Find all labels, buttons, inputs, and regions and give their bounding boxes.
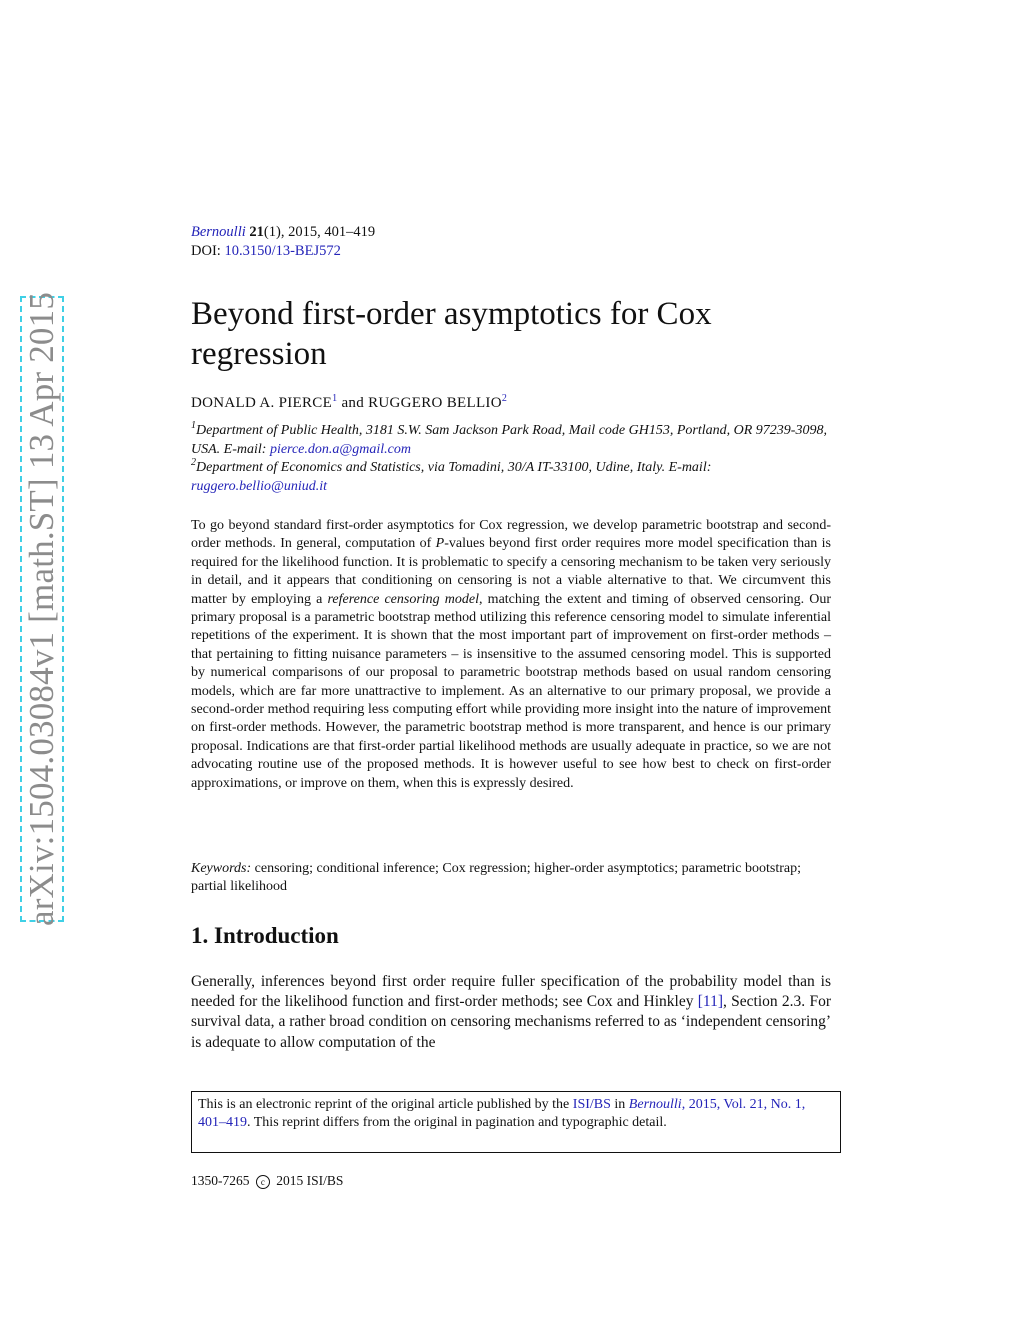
copyright-icon: c — [256, 1175, 270, 1189]
paper-title: Beyond first-order asymptotics for Cox regression — [191, 296, 712, 372]
author-connector: and — [341, 395, 364, 411]
copyright-text: 2015 ISI/BS — [276, 1173, 344, 1188]
citation-link[interactable]: [11] — [697, 993, 723, 1011]
journal-link[interactable]: Bernoulli — [628, 1097, 682, 1112]
authors — [191, 393, 507, 413]
author-affiliation-ref[interactable]: 2 — [501, 393, 508, 404]
arxiv-stamp[interactable] — [20, 291, 64, 927]
body-text: , Section 2.3. For survival data, a rather broad condition on censoring mechanisms referred to as ‘independent censoring’ is adequate to allow computation of the — [191, 993, 831, 1051]
email-link[interactable]: ruggero.bellio@uniud.it — [191, 478, 328, 494]
issn: 1350-7265 — [191, 1173, 250, 1188]
affiliation-text: Department of Public Health, 3181 S.W. Sam Jackson Park Road, Mail code GH153, Portland, OR 97239-3098, USA. E-mail: — [191, 423, 827, 457]
affiliation-number: 2 — [191, 457, 196, 468]
keywords-label: Keywords: — [191, 861, 252, 876]
arxiv-identifier: arXiv:1504.03084v1 [math.ST] 13 Apr 2015 — [22, 291, 61, 927]
keywords — [191, 860, 831, 897]
article-citation-link[interactable]: , 2015, Vol. 21, No. 1, 401–419 — [198, 1097, 806, 1131]
abstract-text: -values beyond first order requires more model specification than is required for the likelihood function. It is problematic to specify a censoring mechanism to be taken very seriously in detail, and it appears that conditioning on censoring is not a viable alternative to that. We circumvent this matter by employing a — [191, 536, 832, 607]
reprint-text: . This reprint differs from the original in pagination and typographic detail. — [247, 1115, 667, 1131]
publisher-link[interactable]: ISI/BS — [572, 1097, 611, 1112]
keywords-text: censoring; conditional inference; Cox regression; higher-order asymptotics; parametric bootstrap; partial likelihood — [191, 861, 801, 895]
affiliation — [191, 459, 841, 496]
doi-label: DOI: — [191, 243, 221, 259]
affiliations — [191, 422, 841, 496]
email-link[interactable]: pierce.don.a@gmail.com — [269, 441, 411, 457]
author-name: DONALD A. PIERCE — [191, 395, 333, 411]
author-affiliation-ref[interactable]: 1 — [332, 393, 338, 404]
doi-link[interactable]: 10.3150/13-BEJ572 — [224, 243, 341, 259]
reprint-text: in — [610, 1097, 629, 1112]
reprint-text: This is an electronic reprint of the original article published by the — [198, 1097, 573, 1112]
journal-citation — [191, 223, 375, 242]
abstract — [191, 517, 831, 793]
affiliation-number: 1 — [191, 420, 196, 431]
body-text: Generally, inferences beyond first order require fuller specification of the probability model than is needed for the likelihood function and first-order methods; see Cox and Hinkley — [191, 973, 831, 1011]
abstract-text: To go beyond standard first-order asymptotics for Cox regression, we develop parametric bootstrap and second-order methods. In general, computation of — [191, 518, 831, 552]
affiliation-text: Department of Economics and Statistics, via Tomadini, 30/A IT-33100, Udine, Italy. E-mail: — [196, 460, 712, 475]
footer — [191, 1172, 343, 1190]
abstract-text: , matching the extent and timing of observed censoring. Our primary proposal is a parametric bootstrap method utilizing this reference censoring model to simulate inferential repetitions of the experiment. It is shown that the most important part of improvement on first-order methods – that pertaining to fitting nuisance parameters – is insensitive to the assumed censoring model. This is supported by numerical comparisons of our proposal to parametric bootstrap methods based on usual random censoring models, which are far more unattractive to implement. As an alternative to our primary proposal, we provide a second-order method requiring less computing effort while providing more insight into the nature of improvement on first-order methods. However, the parametric bootstrap method is more transparent, and hence is our primary proposal. Indications are that first-order partial likelihood methods are usually adequate in practice, so we are not advocating routine use of the proposed methods. It is however useful to see how best to check on first-order approximations, or improve on them, when this is expressly desired. — [191, 591, 831, 791]
journal-link[interactable]: Bernoulli — [191, 224, 246, 240]
abstract-emphasis: reference censoring model — [327, 591, 480, 607]
author-name: RUGGERO BELLIO — [368, 395, 502, 411]
doi-line — [191, 242, 341, 261]
journal-issue-pages: (1), 2015, 401–419 — [263, 224, 376, 240]
reprint-notice-box — [191, 1091, 841, 1153]
affiliation — [191, 422, 841, 459]
section-body — [191, 972, 831, 1053]
journal-volume: 21 — [249, 224, 264, 240]
section-heading: 1. Introduction — [191, 923, 339, 948]
p-symbol: P — [435, 536, 445, 552]
